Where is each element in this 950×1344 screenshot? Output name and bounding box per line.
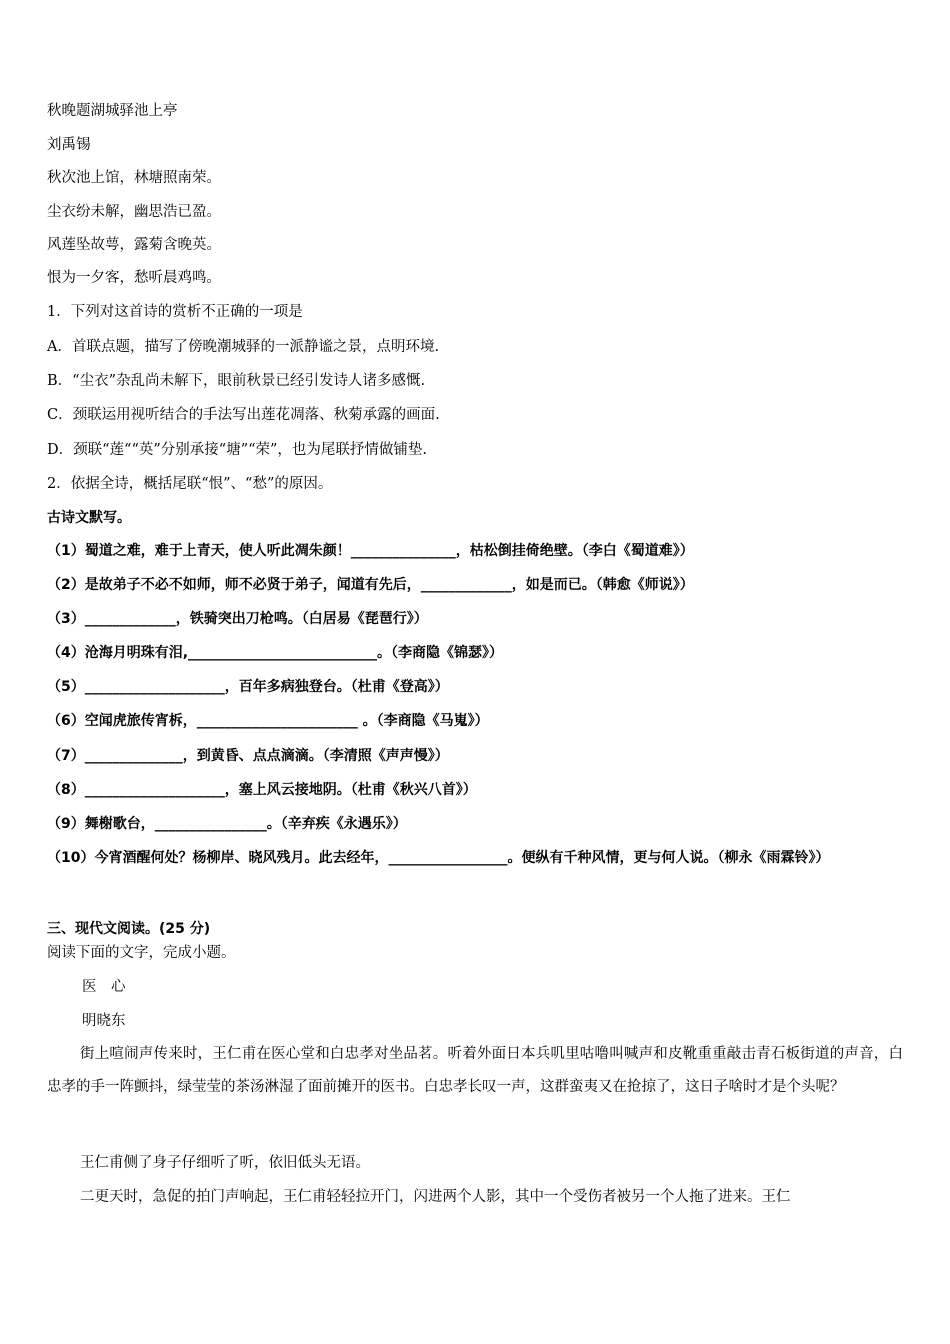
story-paragraph: 王仁甫侧了身子仔细听了听，依旧低头无语。	[80, 1155, 370, 1171]
question-1: 1．下列对这首诗的赏析不正确的一项是	[47, 304, 303, 320]
poem-line: 风莲坠故萼，露菊含晚英。	[47, 237, 221, 253]
question-2: 2．依据全诗，概括尾联“恨”、“愁”的原因。	[47, 476, 333, 492]
poem-line: 秋次池上馆，林塘照南荣。	[47, 170, 221, 186]
poem-line: 尘衣纷未解，幽思浩已盈。	[47, 204, 221, 220]
dictation-item: （5）____________________，百年多病独登台。（杜甫《登高》）	[47, 679, 449, 695]
poem-line: 恨为一夕客，愁听晨鸡鸣。	[47, 270, 221, 286]
poem-title: 秋晚题湖城驿池上亭	[47, 103, 178, 119]
reading-instruction: 阅读下面的文字，完成小题。	[47, 945, 236, 961]
dictation-item: （3）_____________，铁骑突出刀枪鸣。（白居易《琵琶行》）	[47, 611, 428, 627]
poem-author: 刘禹锡	[47, 137, 91, 153]
section-heading: 三、现代文阅读。(25 分)	[47, 921, 211, 937]
dictation-item: （7）______________，到黄昏、点点滴滴。（李清照《声声慢》）	[47, 748, 449, 764]
option-b: B．“尘衣”杂乱尚未解下，眼前秋景已经引发诗人诸多感慨.	[47, 373, 426, 389]
dictation-item: （2）是故弟子不必不如师，师不必贤于弟子，闻道有先后，_____________，如是而已。（韩愈《师说》）	[47, 577, 694, 593]
dictation-item: （1）蜀道之难，难于上青天，使人听此凋朱颜！_______________，枯松倒挂倚绝壁。（李白《蜀道难》）	[47, 543, 694, 559]
dictation-item: （8）____________________，塞上风云接地阴。（杜甫《秋兴八首》）	[47, 782, 477, 798]
option-a: A．首联点题，描写了傍晚潮城驿的一派静谧之景，点明环境.	[47, 339, 440, 355]
option-c: C．颈联运用视听结合的手法写出莲花凋落、秋菊承露的画面.	[47, 407, 440, 423]
dictation-heading: 古诗文默写。	[47, 510, 131, 526]
story-title: 医 心	[82, 979, 126, 995]
dictation-item: （6）空闻虎旅传宵柝，_______________________ 。（李商隐《马嵬》）	[47, 713, 489, 729]
story-paragraph: 街上喧闹声传来时，王仁甫在医心堂和白忠孝对坐品茗。听着外面日本兵叽里咕噜叫喊声和皮靴重重敲击青石板街道的声音，白忠孝的手一阵颤抖，绿莹莹的茶汤淋湿了面前摊开的医书。白忠孝长叹一声，这群蛮夷又在抢掠了，这日子啥时才是个头呢？	[47, 1046, 903, 1095]
dictation-item: （9）舞榭歌台，________________。（辛弃疾《永遇乐》）	[47, 816, 407, 832]
story-author: 明晓东	[82, 1013, 126, 1029]
dictation-item: （4）沧海月明珠有泪,___________________________。（李商隐《锦瑟》）	[47, 645, 504, 661]
story-paragraph: 二更天时，急促的拍门声响起，王仁甫轻轻拉开门，闪进两个人影，其中一个受伤者被另一个人拖了进来。王仁	[80, 1189, 791, 1205]
dictation-item: （10）今宵酒醒何处？杨柳岸、晓风残月。此去经年，_________________。便纵有千种风情，更与何人说。（柳永《雨霖铃》）	[47, 850, 830, 866]
option-d: D．颈联“莲““英”分别承接“塘”“荣”，也为尾联抒情做铺垫.	[47, 442, 428, 458]
